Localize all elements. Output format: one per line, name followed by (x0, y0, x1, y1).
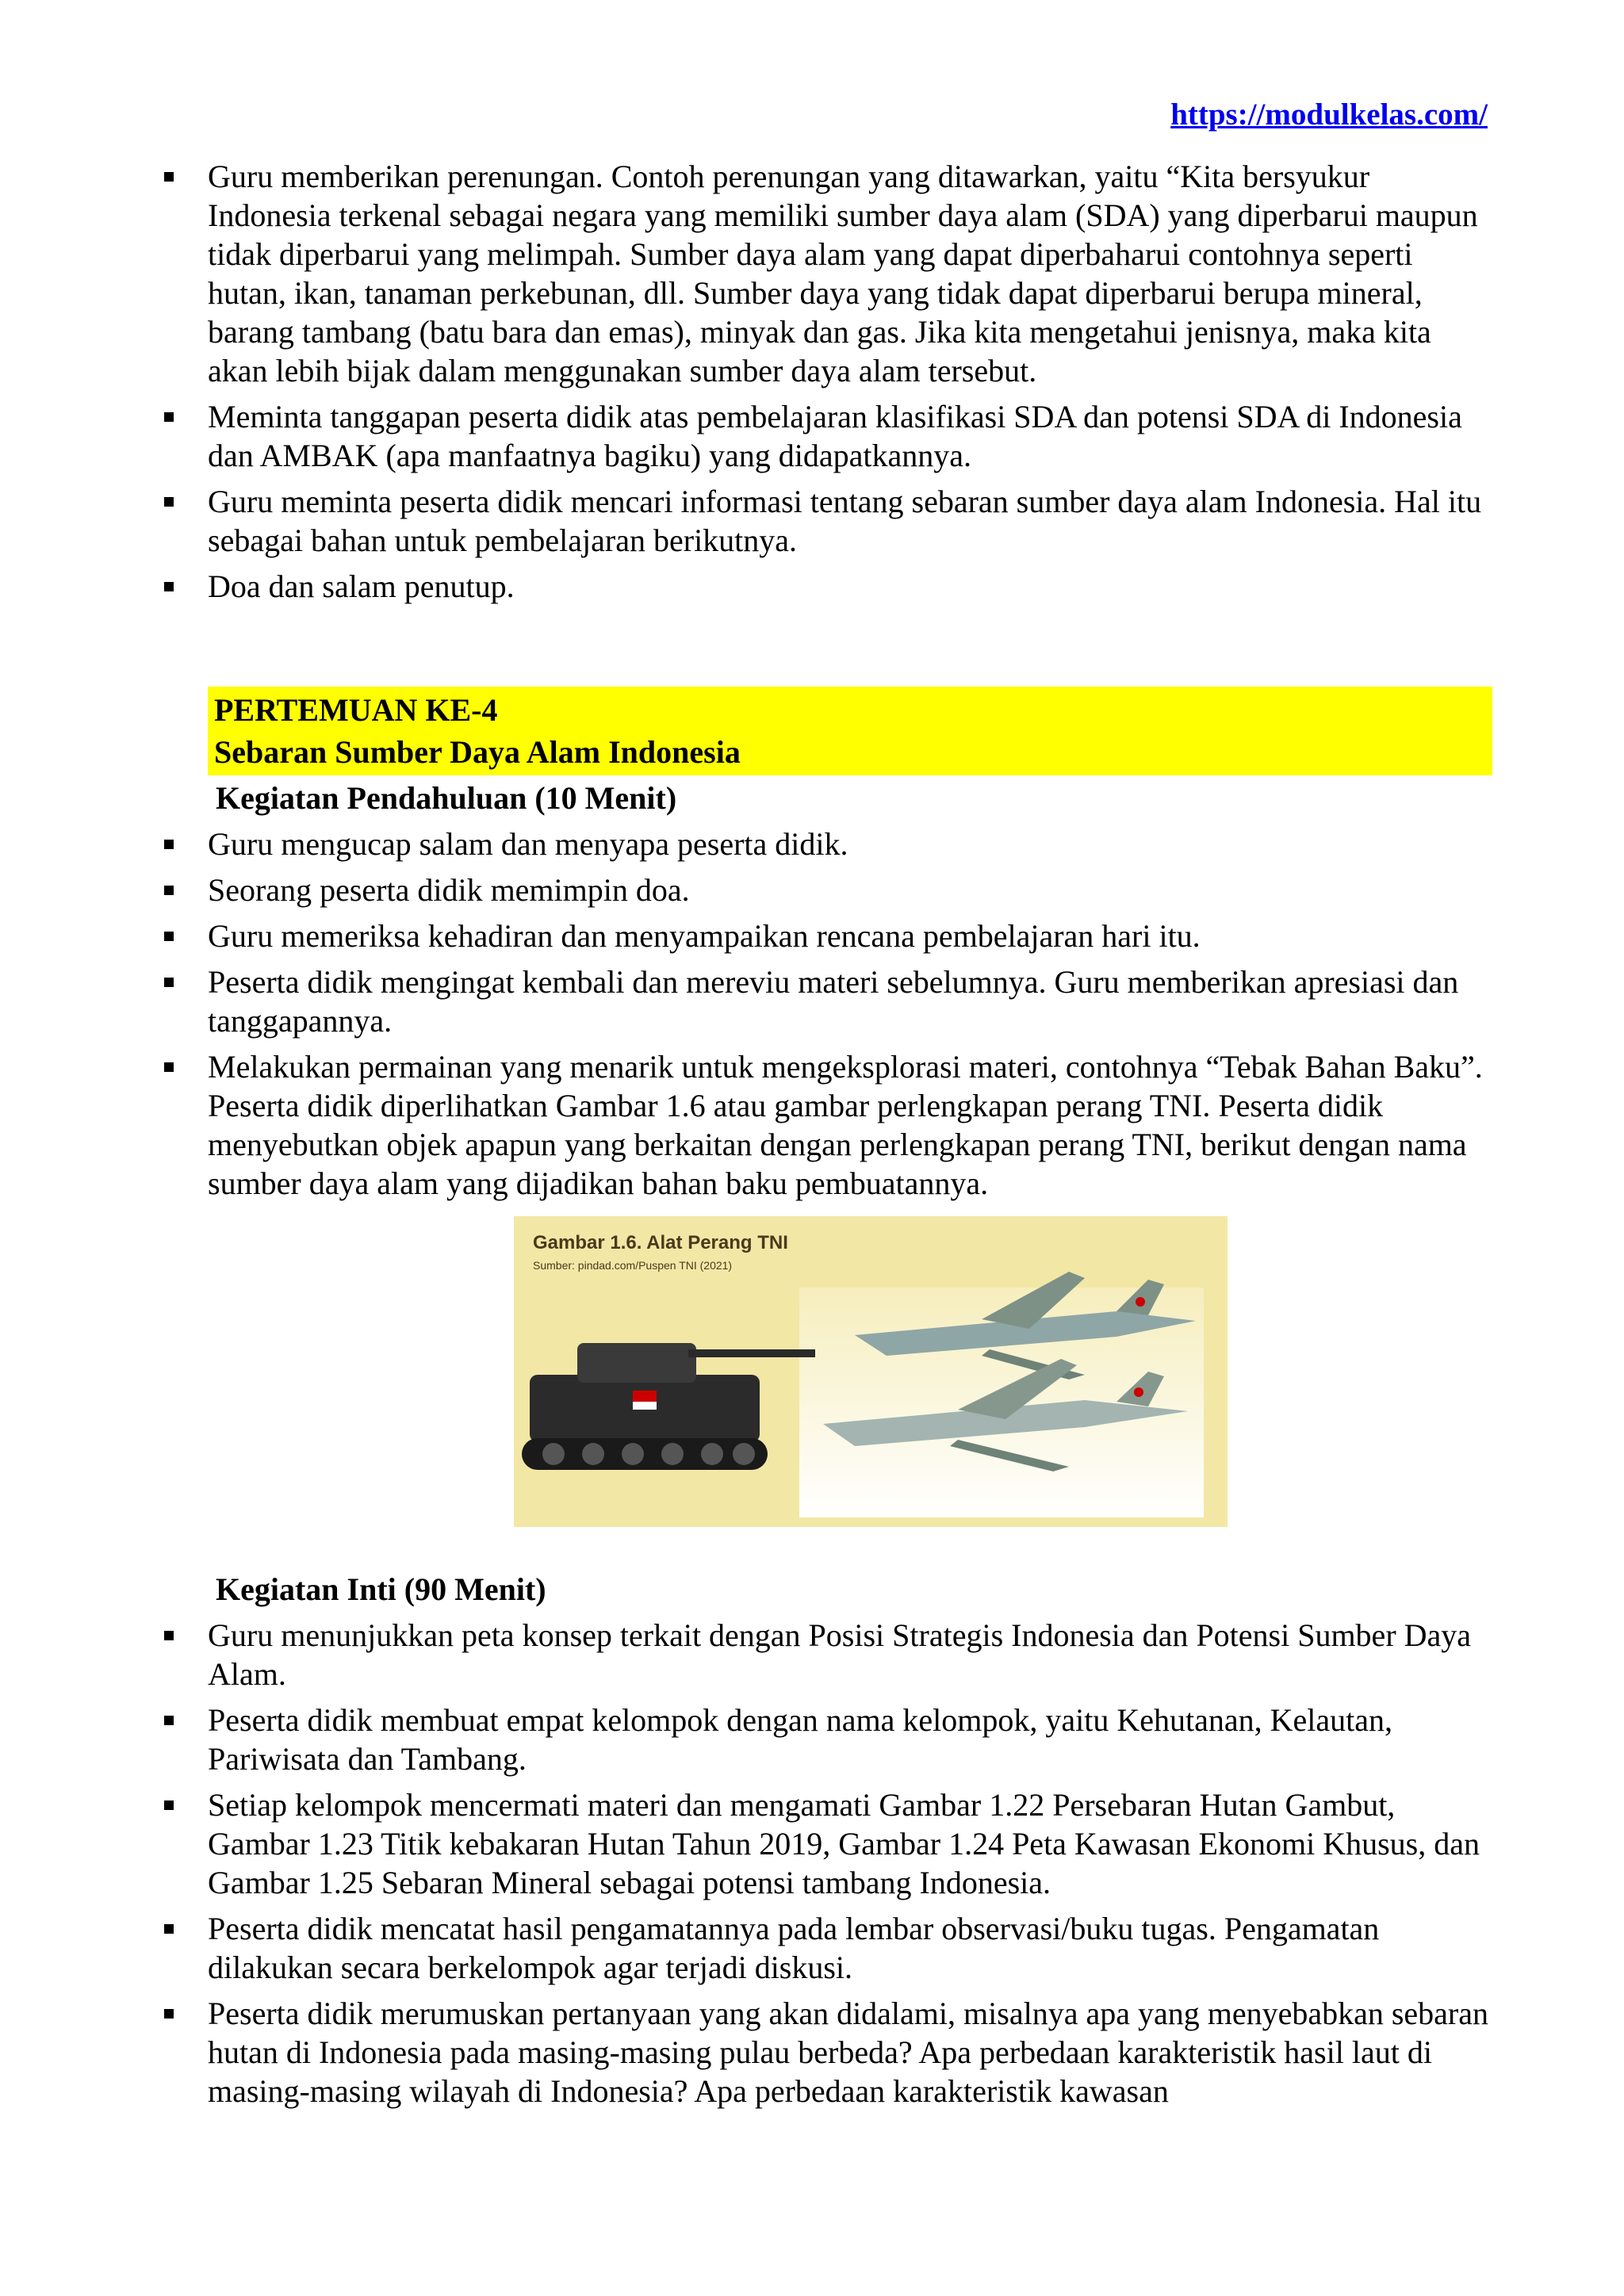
core-heading: Kegiatan Inti (90 Menit) (216, 1571, 546, 1607)
list-item: Guru mengucap salam dan menyapa peserta didik. (208, 825, 1492, 863)
closing-activity-list (208, 157, 1492, 613)
intro-heading: Kegiatan Pendahuluan (10 Menit) (216, 780, 677, 816)
figure-source: Sumber: pindad.com/Puspen TNI (2021) (533, 1259, 733, 1272)
bullet-square-icon (164, 932, 174, 941)
bullet-square-icon (164, 1062, 174, 1072)
list-item: Melakukan permainan yang menarik untuk mengeksplorasi materi, contohnya “Tebak Bahan Baku”. Peserta didik diperlihatkan Gambar 1.6 atau gambar perlengkapan perang TNI. Peserta didik menyebutkan objek apapun yang berkaitan dengan perlengkapan perang TNI, berikut dengan nama sumber daya alam yang dijadikan bahan baku pembuatannya. (208, 1047, 1492, 1203)
list-item: Guru memberikan perenungan. Contoh perenungan yang ditawarkan, yaitu “Kita bersyukur Indonesia terkenal sebagai negara yang memiliki sumber daya alam (SDA) yang diperbarui maupun tidak diperbarui yang melimpah. Sumber daya alam yang dapat diperbaharui contohnya seperti hutan, ikan, tanaman perkebunan, dll. Sumber daya yang tidak dapat diperbarui berupa mineral, barang tambang (batu bara dan emas), minyak dan gas. Jika kita mengetahui jenisnya, maka kita akan lebih bijak dalam menggunakan sumber daya alam tersebut. (208, 157, 1492, 390)
core-activity-list (208, 1616, 1492, 2118)
list-item: Seorang peserta didik memimpin doa. (208, 871, 1492, 909)
bullet-square-icon (164, 978, 174, 987)
bullet-square-icon (164, 2009, 174, 2019)
meeting-highlight-block (208, 687, 1492, 775)
meeting-title: PERTEMUAN KE-4 (214, 692, 498, 728)
bullet-square-icon (164, 1924, 174, 1934)
bullet-square-icon (164, 1716, 174, 1725)
bullet-square-icon (164, 412, 174, 422)
bullet-square-icon (164, 840, 174, 849)
list-item: Doa dan salam penutup. (208, 567, 1492, 606)
list-item: Guru meminta peserta didik mencari informasi tentang sebaran sumber daya alam Indonesia. Hal itu sebagai bahan untuk pembelajaran berikutnya. (208, 482, 1492, 560)
list-item: Peserta didik merumuskan pertanyaan yang akan didalami, misalnya apa yang menyebabkan sebaran hutan di Indonesia pada masing-masing pulau berbeda? Apa perbedaan karakteristik hasil laut di masing-masing wilayah di Indonesia? Apa perbedaan karakteristik kawasan (208, 1994, 1492, 2110)
meeting-topic: Sebaran Sumber Daya Alam Indonesia (214, 734, 741, 770)
list-item: Guru menunjukkan peta konsep terkait dengan Posisi Strategis Indonesia dan Potensi Sumber Daya Alam. (208, 1616, 1492, 1693)
list-item: Peserta didik mencatat hasil pengamatannya pada lembar observasi/buku tugas. Pengamatan dilakukan secara berkelompok agar terjadi diskusi. (208, 1909, 1492, 1987)
bullet-square-icon (164, 1800, 174, 1810)
list-item: Setiap kelompok mencermati materi dan mengamati Gambar 1.22 Persebaran Hutan Gambut, Gambar 1.23 Titik kebakaran Hutan Tahun 2019, Gambar 1.24 Peta Kawasan Ekonomi Khusus, dan Gambar 1.25 Sebaran Mineral sebagai potensi tambang Indonesia. (208, 1785, 1492, 1902)
bullet-square-icon (164, 1631, 174, 1640)
list-item: Meminta tanggapan peserta didik atas pembelajaran klasifikasi SDA dan potensi SDA di Indonesia dan AMBAK (apa manfaatnya bagiku) yang didapatkannya. (208, 397, 1492, 475)
figure-military-equipment (514, 1216, 1228, 1527)
bullet-square-icon (164, 497, 174, 507)
bullet-square-icon (164, 886, 174, 895)
figure-caption: Gambar 1.6. Alat Perang TNI (533, 1232, 788, 1253)
header-url-link[interactable]: https://modulkelas.com/ (1170, 98, 1488, 132)
list-item: Peserta didik membuat empat kelompok dengan nama kelompok, yaitu Kehutanan, Kelautan, Pariwisata dan Tambang. (208, 1701, 1492, 1778)
bullet-square-icon (164, 582, 174, 591)
bullet-square-icon (164, 172, 174, 182)
list-item: Peserta didik mengingat kembali dan mereviu materi sebelumnya. Guru memberikan apresiasi dan tanggapannya. (208, 962, 1492, 1040)
intro-activity-list (208, 825, 1492, 1210)
tank-icon (522, 1343, 815, 1470)
list-item: Guru memeriksa kehadiran dan menyampaikan rencana pembelajaran hari itu. (208, 916, 1492, 955)
